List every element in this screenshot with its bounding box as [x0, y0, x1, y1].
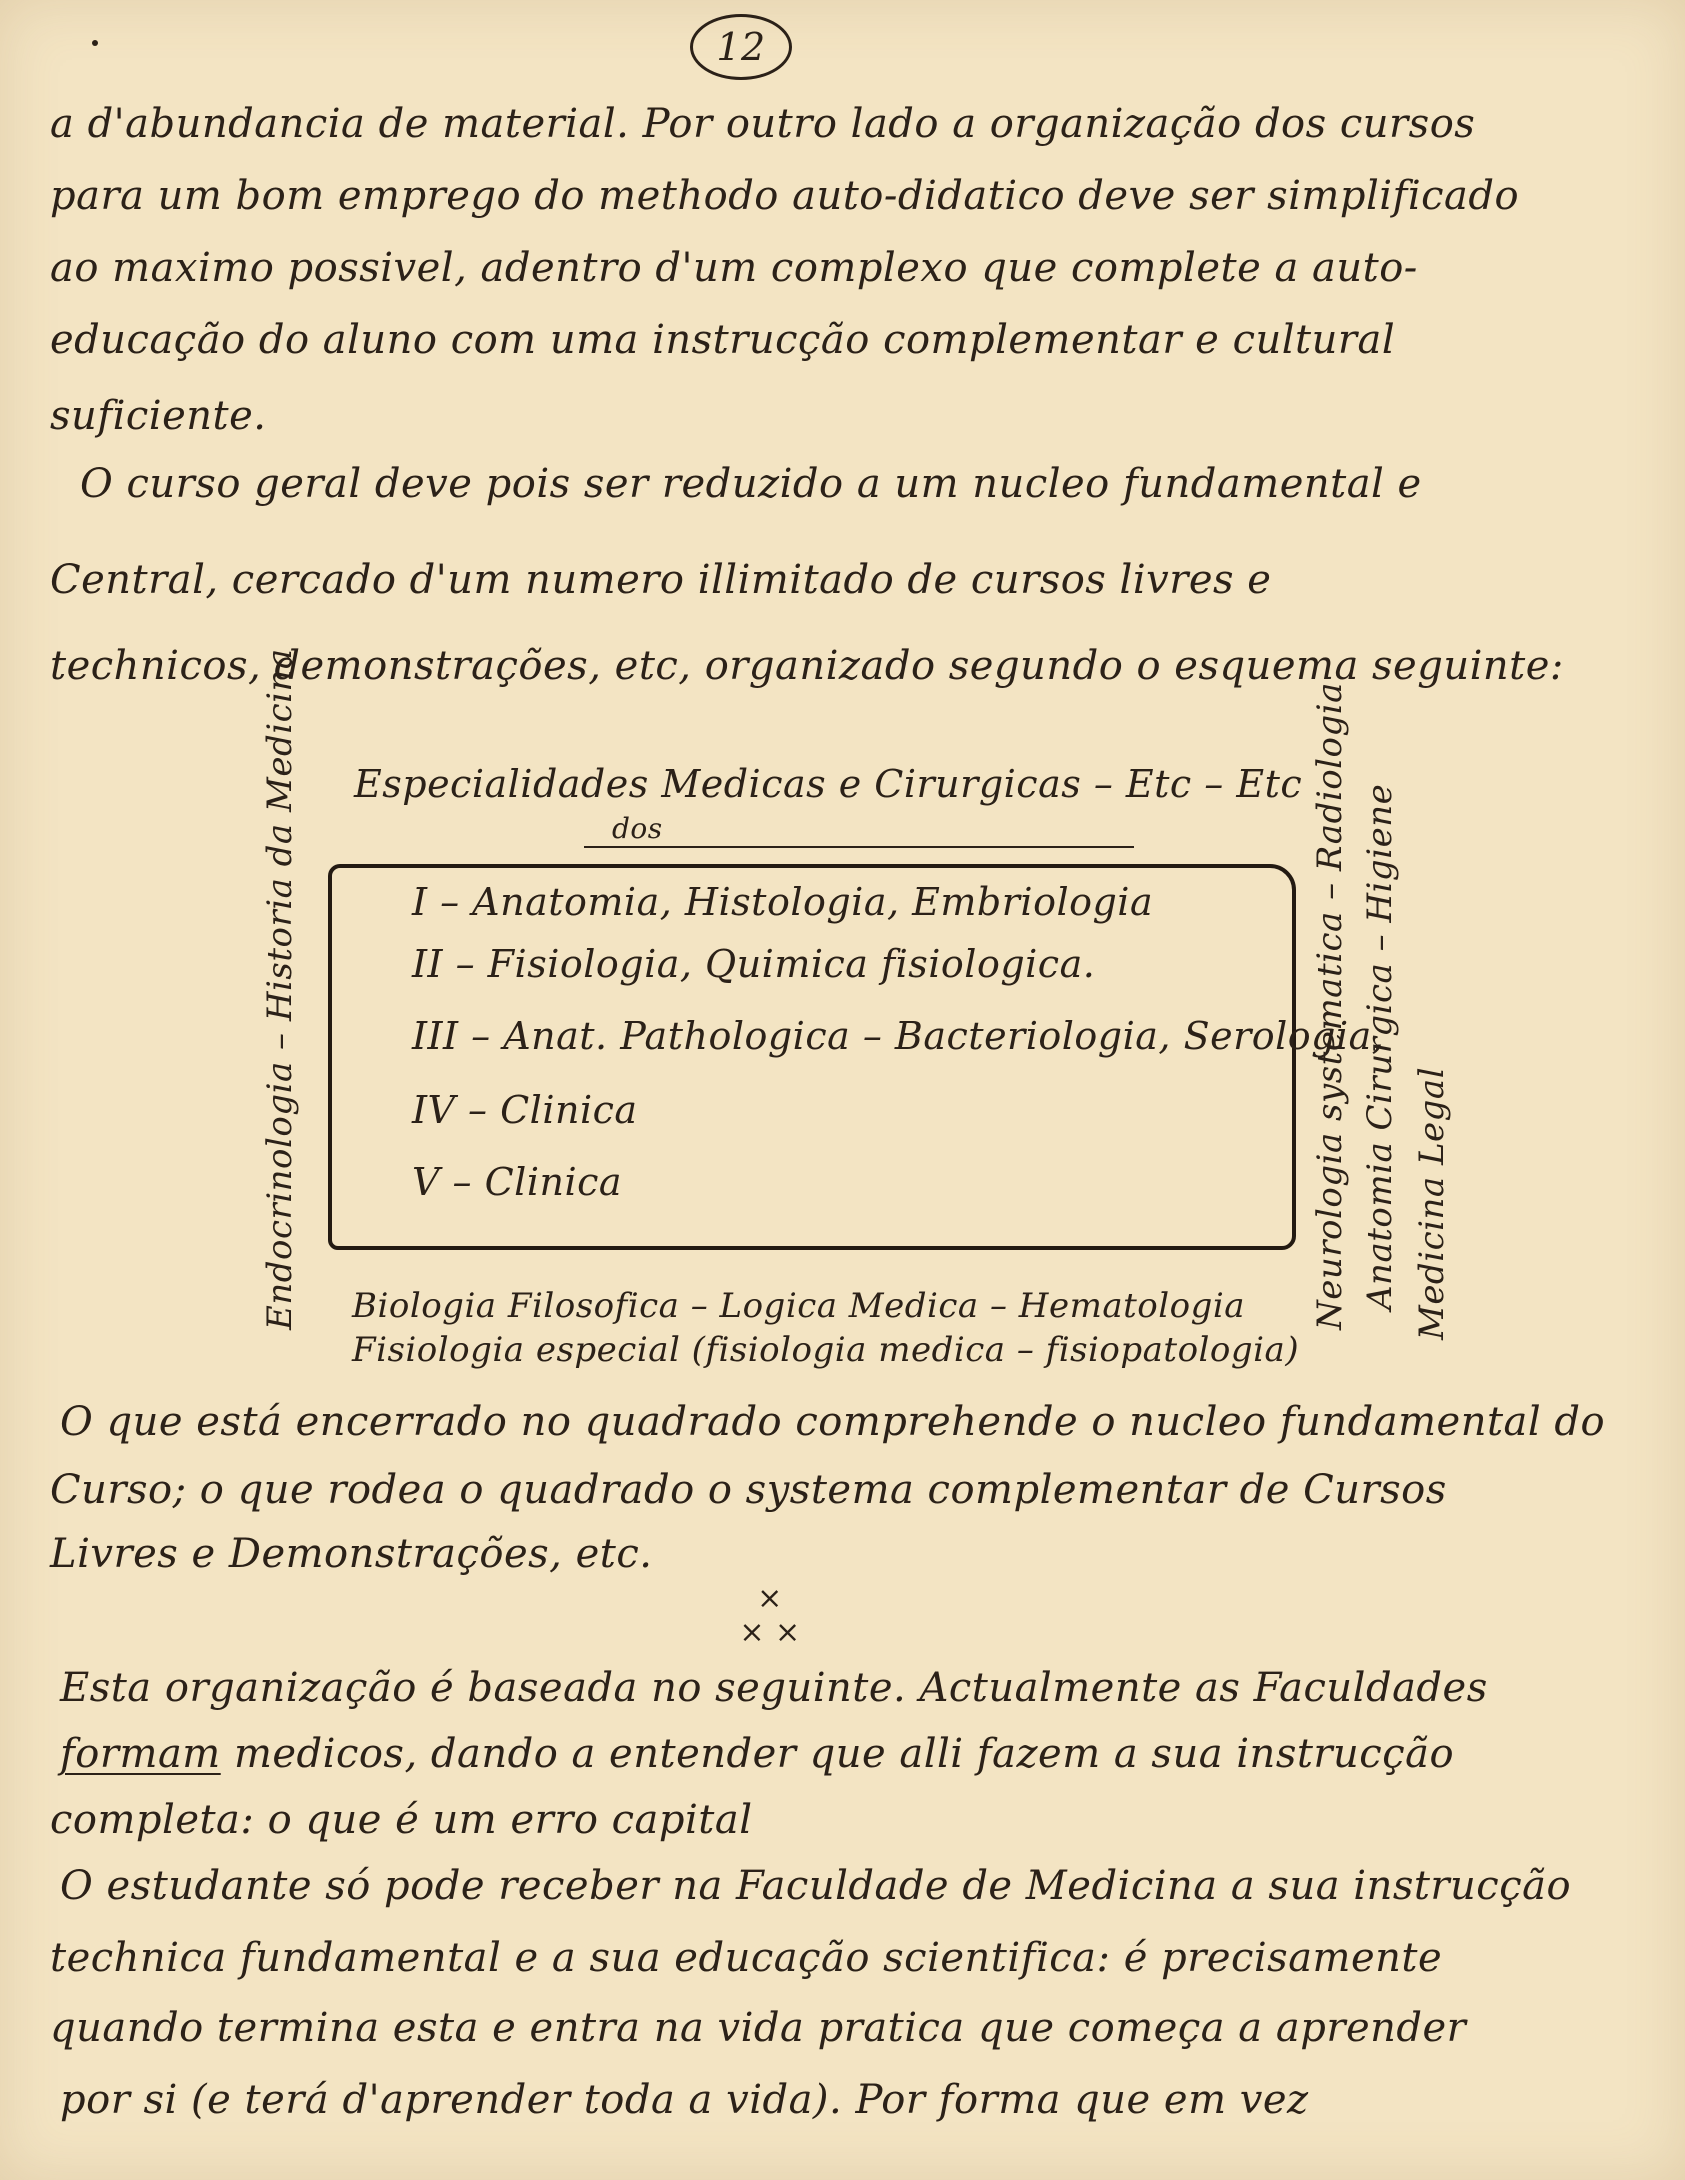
ink-dot [92, 40, 98, 46]
diagram-bottom-label-1: Biologia Filosofica – Logica Medica – Hematologia [352, 1286, 1245, 1326]
text-line: Curso; o que rodea o quadrado o systema complementar de Cursos [50, 1467, 1447, 1513]
text-line: suficiente. [50, 393, 267, 439]
diagram-right-label-2: Anatomia Cirurgica – Higiene [1360, 783, 1400, 1310]
text-line: educação do aluno com uma instrucção complementar e cultural [50, 317, 1396, 363]
text-line: ao maximo possivel, adentro d'um complexo que complete a auto- [50, 245, 1418, 291]
diagram-top-label: Especialidades Medicas e Cirurgicas – Etc – Etc [354, 762, 1303, 806]
diagram-right-label-1: Neurologia systematica – Radiologia [1310, 682, 1350, 1330]
box-item-4: IV – Clinica [412, 1088, 638, 1132]
text-line: para um bom emprego do methodo auto-didatico deve ser simplificado [50, 173, 1520, 219]
text-line: completa: o que é um erro capital [50, 1797, 753, 1843]
underlined-word: formam [60, 1731, 221, 1777]
text-line: por si (e terá d'aprender toda a vida). Por forma que em vez [60, 2077, 1309, 2123]
text-line: Livres e Demonstrações, etc. [50, 1531, 653, 1577]
text-line: a d'abundancia de material. Por outro lado a organização dos cursos [50, 101, 1476, 147]
box-item-1: I – Anatomia, Histologia, Embriologia [412, 880, 1154, 924]
section-separator [710, 1582, 830, 1650]
text-line: technicos, demonstrações, etc, organizado segundo o esquema seguinte: [50, 643, 1564, 689]
text-line: quando termina esta e entra na vida pratica que começa a aprender [50, 2005, 1467, 2051]
page-number: 12 [690, 14, 792, 80]
text-line: O curso geral deve pois ser reduzido a um nucleo fundamental e [80, 461, 1422, 507]
text-line [60, 1730, 1454, 1778]
text-line: O que está encerrado no quadrado comprehende o nucleo fundamental do [60, 1399, 1606, 1445]
diagram-right-label-3: Medicina Legal [1412, 1066, 1452, 1340]
diagram-top-rule [584, 846, 1134, 848]
box-item-3: III – Anat. Pathologica – Bacteriologia, Serologia, [412, 1014, 1385, 1058]
text-line [60, 1664, 1488, 1712]
text-segment: medicos, dando a entender que alli fazem a sua instrucção [233, 1731, 1455, 1777]
diagram-top-sublabel: dos [612, 812, 663, 845]
text-segment: Esta organização é baseada no seguinte. Actualmente as Faculdades [60, 1665, 1488, 1711]
text-line: Central, cercado d'um numero illimitado de cursos livres e [50, 557, 1272, 603]
text-line: O estudante só pode receber na Faculdade de Medicina a sua instrucção [60, 1863, 1572, 1909]
box-item-2: II – Fisiologia, Quimica fisiologica. [412, 942, 1096, 986]
text-line: technica fundamental e a sua educação scientifica: é precisamente [50, 1935, 1443, 1981]
diagram-bottom-label-2: Fisiologia especial (fisiologia medica – fisiopatologia) [352, 1330, 1300, 1370]
box-item-5: V – Clinica [412, 1160, 623, 1204]
separator-top: × [757, 1581, 783, 1616]
diagram-left-label: Endocrinologia – Historia da Medicina [260, 648, 300, 1330]
separator-bottom: × × [739, 1615, 801, 1650]
